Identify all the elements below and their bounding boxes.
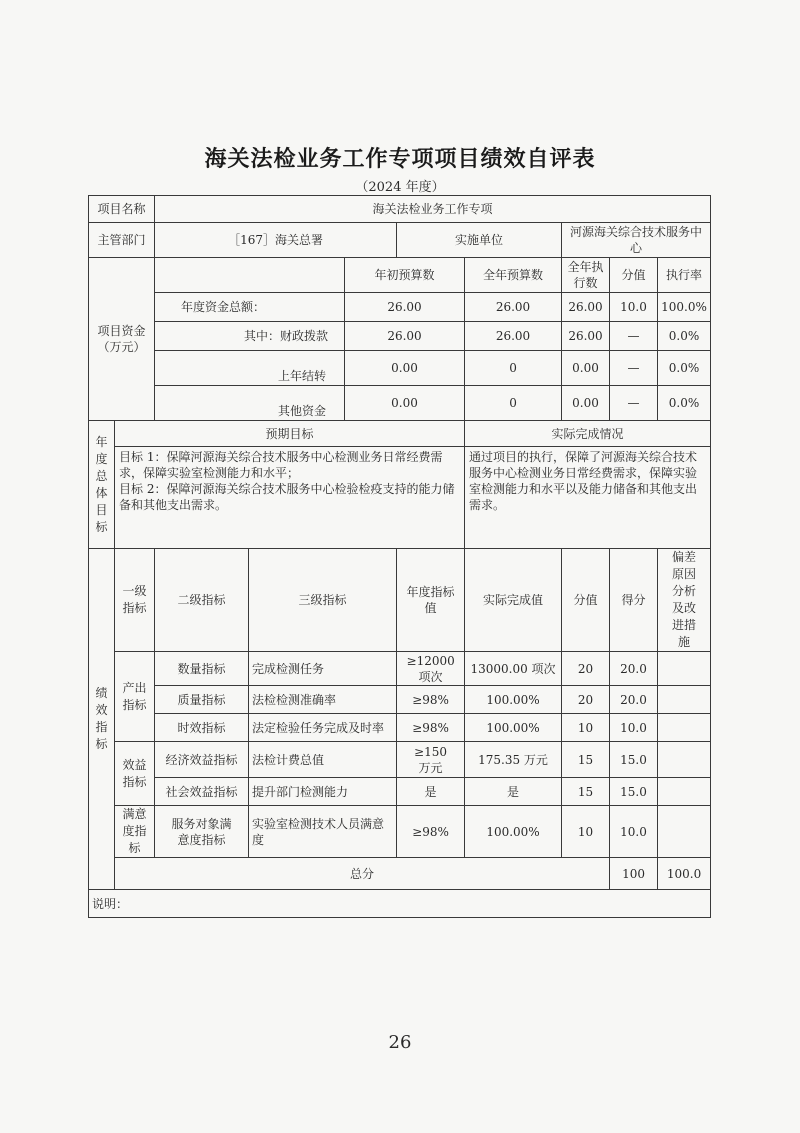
funds-header: 全年执行数	[562, 258, 610, 293]
funds-header-blank	[155, 258, 345, 293]
indicator-header: 三级指标	[249, 549, 397, 652]
score: 15.0	[610, 742, 658, 778]
score: 10.0	[610, 806, 658, 858]
dept-label: 主管部门	[89, 223, 155, 258]
funds-cell: 0	[465, 351, 562, 386]
level2-indicator: 时效指标	[155, 714, 249, 742]
funds-cell: 0.0%	[658, 351, 711, 386]
funds-row-label: 年度资金总额：	[155, 293, 345, 322]
indicator-header: 得分	[610, 549, 658, 652]
funds-cell: 10.0	[610, 293, 658, 322]
performance-indicator-label: 绩效指标	[89, 549, 115, 890]
funds-cell: 0.0%	[658, 322, 711, 351]
score-max: 20	[562, 686, 610, 714]
score-max: 10	[562, 714, 610, 742]
funds-cell: 26.00	[465, 293, 562, 322]
level2-indicator: 经济效益指标	[155, 742, 249, 778]
score-max: 15	[562, 742, 610, 778]
page-number: 26	[388, 1032, 412, 1053]
actual-value: 100.00%	[465, 686, 562, 714]
indicator-header: 年度指标值	[397, 549, 465, 652]
expected-goal-header: 预期目标	[115, 421, 465, 447]
project-name-value: 海关法检业务工作专项	[155, 196, 711, 223]
actual-completion-header: 实际完成情况	[465, 421, 711, 447]
evaluation-table	[88, 195, 711, 918]
actual-completion-text: 通过项目的执行，保障了河源海关综合技术服务中心检测业务日常经费需求，保障实验室检测能力和水平以及能力储备和其他支出需求。	[465, 447, 711, 549]
funds-cell: 26.00	[465, 322, 562, 351]
score-max: 15	[562, 778, 610, 806]
score: 20.0	[610, 686, 658, 714]
expected-goal-text: 目标 1：保障河源海关综合技术服务中心检测业务日常经费需求，保障实验室检测能力和水平； 目标 2：保障河源海关综合技术服务中心检验检疫支持的能力储备和其他支出需求。	[115, 447, 465, 549]
dept-value: ［167］海关总署	[155, 223, 397, 258]
level3-indicator: 法检检测准确率	[249, 686, 397, 714]
indicator-header: 二级指标	[155, 549, 249, 652]
funds-row-label: 上年结转	[155, 351, 345, 386]
indicator-header: 偏差原因分析及改进措施	[658, 549, 711, 652]
actual-value: 100.00%	[465, 714, 562, 742]
funds-cell: 0.00	[345, 351, 465, 386]
funds-cell: —	[610, 351, 658, 386]
actual-value: 13000.00 项次	[465, 652, 562, 686]
funds-label-line1: 项目资金	[97, 324, 146, 338]
funds-row-label: 其中：财政拨款	[155, 322, 345, 351]
funds-header: 年初预算数	[345, 258, 465, 293]
funds-cell: 26.00	[345, 322, 465, 351]
funds-cell: 100.0%	[658, 293, 711, 322]
level1-indicator: 满意度指标	[115, 806, 155, 858]
deviation-note	[658, 806, 711, 858]
level3-indicator: 提升部门检测能力	[249, 778, 397, 806]
level3-indicator: 法检计费总值	[249, 742, 397, 778]
level2-indicator: 社会效益指标	[155, 778, 249, 806]
page-title: 海关法检业务工作专项项目绩效自评表	[204, 147, 596, 172]
indicator-header: 一级指标	[115, 549, 155, 652]
funds-label-line2: （万元）	[97, 340, 146, 354]
total-max-score: 100	[610, 858, 658, 890]
funds-cell: 0.0%	[658, 386, 711, 421]
score: 20.0	[610, 652, 658, 686]
funds-cell: 0.00	[562, 351, 610, 386]
score: 15.0	[610, 778, 658, 806]
funds-row-label: 其他资金	[155, 386, 345, 421]
level1-indicator: 产出指标	[115, 652, 155, 742]
funds-cell: —	[610, 386, 658, 421]
deviation-note	[658, 714, 711, 742]
funds-cell: 0	[465, 386, 562, 421]
funds-cell: —	[610, 322, 658, 351]
level1-indicator: 效益指标	[115, 742, 155, 806]
funds-cell: 26.00	[562, 293, 610, 322]
page-subtitle: （2024 年度）	[355, 180, 445, 195]
annual-goal-label: 年度总体目标	[89, 421, 115, 549]
annual-target: ≥98%	[397, 806, 465, 858]
level3-indicator: 完成检测任务	[249, 652, 397, 686]
total-label: 总分	[115, 858, 610, 890]
deviation-note	[658, 742, 711, 778]
level2-indicator: 服务对象满意度指标	[155, 806, 249, 858]
total-score: 100.0	[658, 858, 711, 890]
impl-unit-label: 实施单位	[397, 223, 562, 258]
score-max: 10	[562, 806, 610, 858]
annual-target: ≥150 万元	[397, 742, 465, 778]
level3-indicator: 实验室检测技术人员满意度	[249, 806, 397, 858]
project-name-label: 项目名称	[89, 196, 155, 223]
actual-value: 是	[465, 778, 562, 806]
level3-indicator: 法定检验任务完成及时率	[249, 714, 397, 742]
funds-header: 分值	[610, 258, 658, 293]
deviation-note	[658, 652, 711, 686]
funds-cell: 26.00	[562, 322, 610, 351]
actual-value: 100.00%	[465, 806, 562, 858]
funds-cell: 0.00	[562, 386, 610, 421]
funds-cell: 26.00	[345, 293, 465, 322]
note-label: 说明：	[89, 890, 711, 918]
annual-target: ≥98%	[397, 714, 465, 742]
funds-label	[89, 258, 155, 421]
indicator-header: 实际完成值	[465, 549, 562, 652]
deviation-note	[658, 778, 711, 806]
indicator-header: 分值	[562, 549, 610, 652]
score: 10.0	[610, 714, 658, 742]
level2-indicator: 数量指标	[155, 652, 249, 686]
funds-cell: 0.00	[345, 386, 465, 421]
score-max: 20	[562, 652, 610, 686]
annual-target: ≥12000 项次	[397, 652, 465, 686]
annual-target: ≥98%	[397, 686, 465, 714]
impl-unit-value: 河源海关综合技术服务中心	[562, 223, 711, 258]
funds-header: 全年预算数	[465, 258, 562, 293]
level2-indicator: 质量指标	[155, 686, 249, 714]
funds-header: 执行率	[658, 258, 711, 293]
deviation-note	[658, 686, 711, 714]
actual-value: 175.35 万元	[465, 742, 562, 778]
annual-target: 是	[397, 778, 465, 806]
